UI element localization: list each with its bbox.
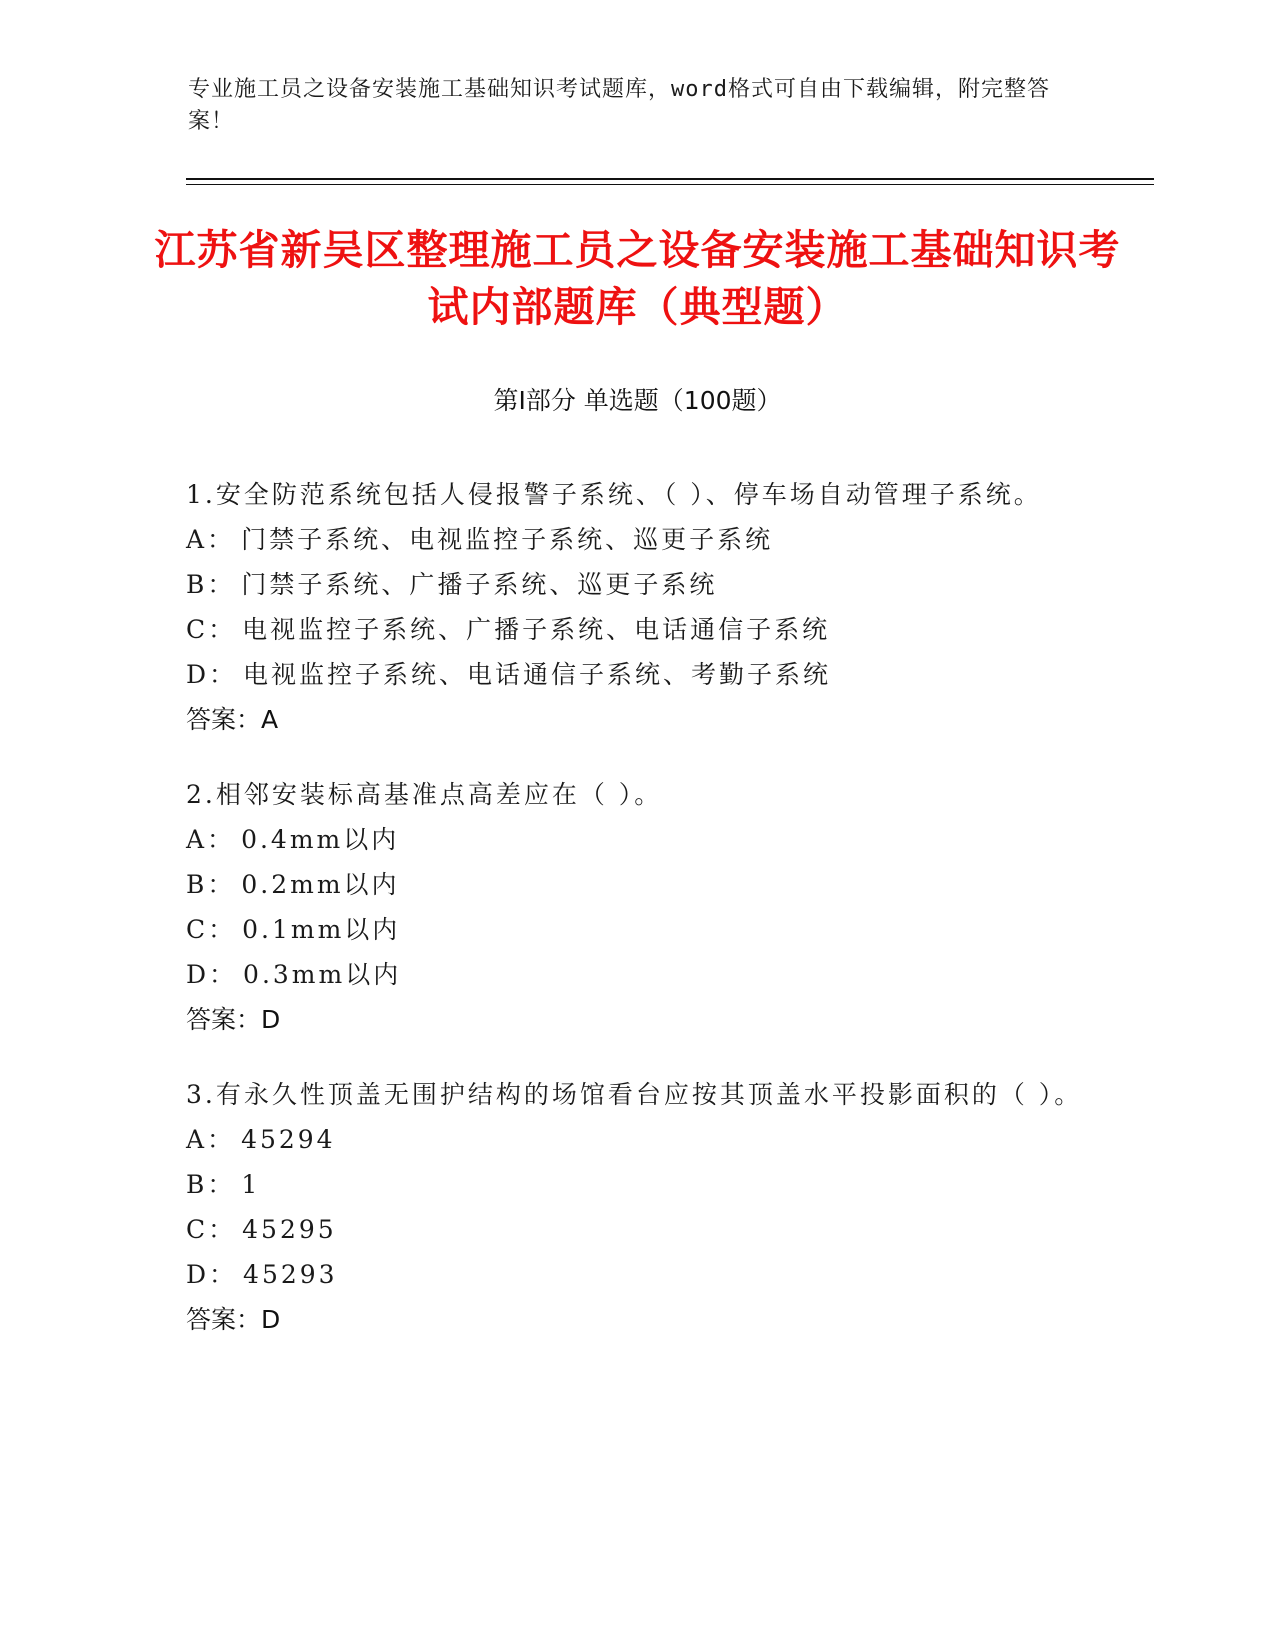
option-text: 1: [241, 1170, 261, 1199]
option-c: [186, 907, 1086, 952]
document-title: 江苏省新吴区整理施工员之设备安装施工基础知识考试内部题库（典型题）: [154, 226, 1121, 331]
option-text: 0.4mm以内: [241, 825, 400, 854]
option-letter: A：: [186, 525, 236, 554]
option-text: 0.3mm以内: [243, 960, 402, 989]
option-text: 45293: [243, 1260, 338, 1289]
option-text: 0.2mm以内: [241, 870, 400, 899]
option-c: [186, 607, 1086, 652]
option-letter: C：: [186, 615, 237, 644]
option-letter: C：: [186, 915, 237, 944]
option-b: [186, 562, 1086, 607]
option-letter: D：: [186, 1260, 238, 1289]
option-a: [186, 517, 1086, 562]
option-letter: B：: [186, 1170, 236, 1199]
option-text: 电视监控子系统、广播子系统、电话通信子系统: [242, 615, 831, 644]
question-3: [186, 1072, 1086, 1342]
section-title: 第Ⅰ部分 单选题（100题）: [493, 386, 782, 415]
answer-line: 答案：D: [186, 1305, 281, 1334]
question-2: [186, 772, 1086, 1042]
question-1: [186, 472, 1086, 742]
option-d: [186, 952, 1086, 997]
question-stem: 2.相邻安装标高基准点高差应在（ ）。: [186, 780, 663, 809]
option-text: 45294: [241, 1125, 336, 1154]
option-d: [186, 652, 1086, 697]
question-stem: 3.有永久性顶盖无围护结构的场馆看台应按其顶盖水平投影面积的（ ）。: [186, 1080, 1083, 1109]
header-divider-thin: [186, 184, 1154, 185]
option-text: 电视监控子系统、电话通信子系统、考勤子系统: [243, 660, 832, 689]
option-b: [186, 1162, 1086, 1207]
option-a: [186, 1117, 1086, 1162]
option-d: [186, 1252, 1086, 1297]
option-text: 45295: [242, 1215, 337, 1244]
answer-line: 答案：A: [186, 705, 279, 734]
option-letter: C：: [186, 1215, 237, 1244]
header-note: 专业施工员之设备安装施工基础知识考试题库，word格式可自由下载编辑，附完整答案！: [188, 77, 1050, 134]
answer-line: 答案：D: [186, 1005, 281, 1034]
question-list: [186, 472, 1086, 1372]
header-divider: [186, 178, 1154, 180]
option-c: [186, 1207, 1086, 1252]
option-text: 门禁子系统、电视监控子系统、巡更子系统: [241, 525, 774, 554]
option-letter: A：: [186, 1125, 236, 1154]
option-letter: D：: [186, 960, 238, 989]
option-letter: A：: [186, 825, 236, 854]
option-b: [186, 862, 1086, 907]
option-letter: B：: [186, 870, 236, 899]
option-text: 门禁子系统、广播子系统、巡更子系统: [241, 570, 718, 599]
option-a: [186, 817, 1086, 862]
question-stem: 1.安全防范系统包括人侵报警子系统、（ ）、停车场自动管理子系统。: [186, 480, 1042, 509]
option-letter: D：: [186, 660, 238, 689]
option-letter: B：: [186, 570, 236, 599]
option-text: 0.1mm以内: [242, 915, 401, 944]
